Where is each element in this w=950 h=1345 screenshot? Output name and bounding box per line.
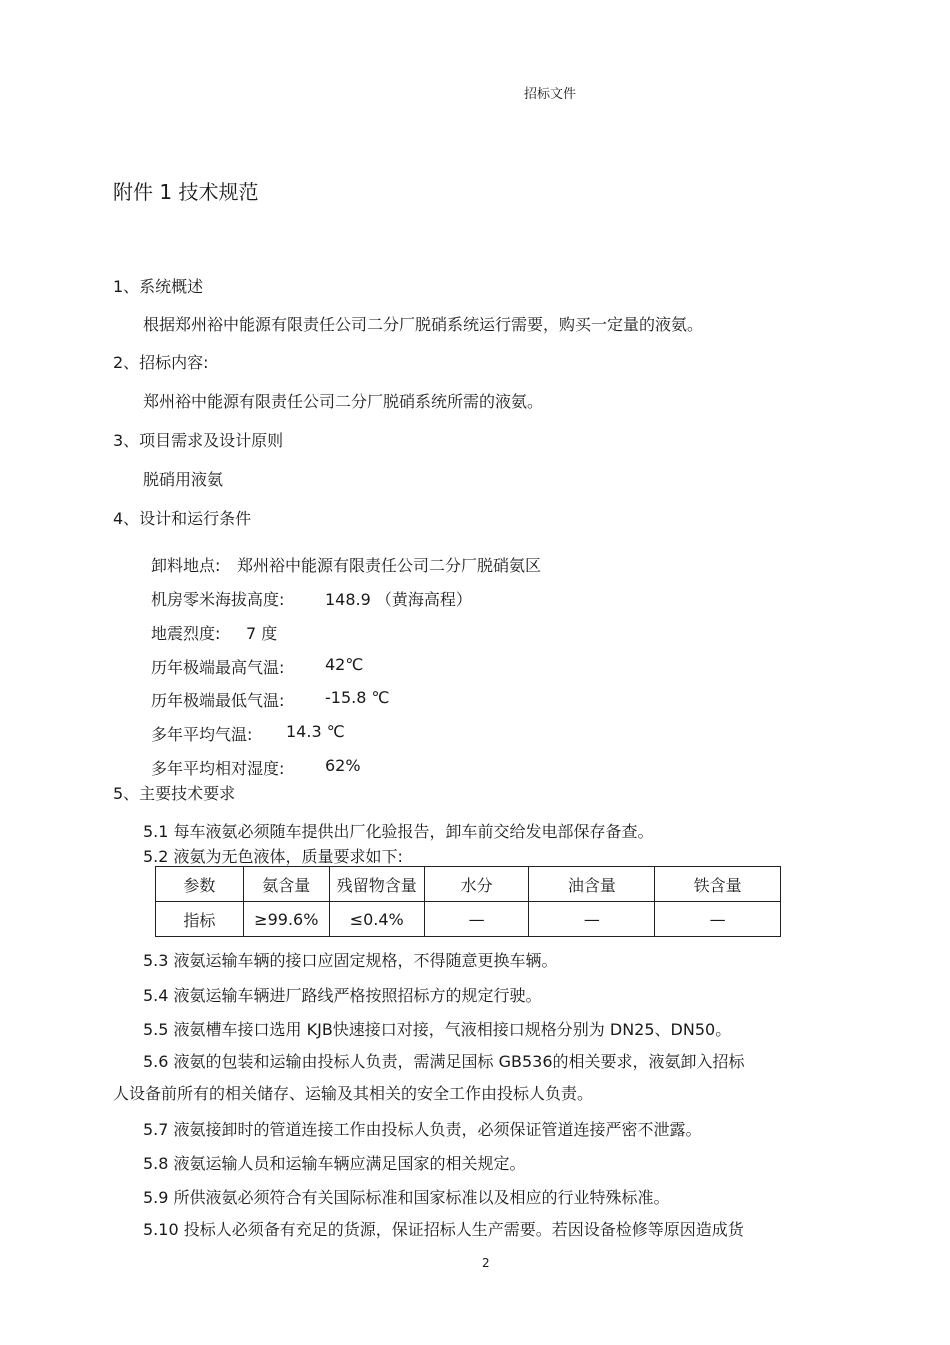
section-4-heading: 4、设计和运行条件 <box>113 509 252 528</box>
document-title: 附件 1 技术规范 <box>113 180 259 204</box>
condition-max-temp-label: 历年极端最高气温: <box>151 658 285 677</box>
section-2-heading: 2、招标内容: <box>113 353 209 372</box>
section-1-heading: 1、系统概述 <box>113 277 204 296</box>
section-1-body: 根据郑州裕中能源有限责任公司二分厂脱硝系统运行需要，购买一定量的液氨。 <box>143 315 704 334</box>
paragraph-5-8: 5.8 液氨运输人员和运输车辆应满足国家的相关规定。 <box>143 1154 526 1173</box>
paragraph-5-7: 5.7 液氨接卸时的管道连接工作由投标人负责，必须保证管道连接严密不泄露。 <box>143 1120 702 1139</box>
table-header-cell: 氨含量 <box>243 867 329 902</box>
condition-min-temp-label: 历年极端最低气温: <box>151 691 285 710</box>
table-header-cell: 残留物含量 <box>329 867 424 902</box>
paragraph-5-3: 5.3 液氨运输车辆的接口应固定规格，不得随意更换车辆。 <box>143 951 558 970</box>
condition-humidity-label: 多年平均相对湿度: <box>151 759 285 778</box>
table-cell: ≤0.4% <box>329 902 424 937</box>
table-cell: ≥99.6% <box>243 902 329 937</box>
paragraph-5-4: 5.4 液氨运输车辆进厂路线严格按照招标方的规定行驶。 <box>143 986 542 1005</box>
section-3-body: 脱硝用液氨 <box>143 470 224 489</box>
page-header: 招标文件 <box>524 87 577 102</box>
table-header-cell: 铁含量 <box>655 867 781 902</box>
condition-seismic-value: 7 度 <box>246 624 278 643</box>
condition-humidity-value: 62% <box>325 756 361 775</box>
table-header-cell: 油含量 <box>529 867 655 902</box>
table-cell: — <box>655 902 781 937</box>
table-header-cell: 水分 <box>424 867 529 902</box>
section-5-heading: 5、主要技术要求 <box>113 784 236 803</box>
paragraph-5-1: 5.1 每车液氨必须随车提供出厂化验报告，卸车前交给发电部保存备查。 <box>143 822 654 841</box>
condition-min-temp-value: -15.8 ℃ <box>325 688 390 707</box>
page-number: 2 <box>482 1256 490 1270</box>
table-cell: — <box>529 902 655 937</box>
table-cell: 指标 <box>156 902 244 937</box>
condition-elevation-value: 148.9 （黄海高程） <box>325 590 472 609</box>
condition-unloading-value: 郑州裕中能源有限责任公司二分厂脱硝氨区 <box>237 556 542 575</box>
condition-unloading-label: 卸料地点: <box>151 556 221 575</box>
paragraph-5-6-line1: 5.6 液氨的包装和运输由投标人负责，需满足国标 GB536的相关要求，液氨卸入招标 <box>143 1052 745 1071</box>
table-header-cell: 参数 <box>156 867 244 902</box>
quality-table <box>155 866 781 937</box>
section-2-body: 郑州裕中能源有限责任公司二分厂脱硝系统所需的液氨。 <box>143 392 544 411</box>
section-3-heading: 3、项目需求及设计原则 <box>113 431 284 450</box>
paragraph-5-6-line2: 人设备前所有的相关储存、运输及其相关的安全工作由投标人负责。 <box>113 1084 594 1103</box>
condition-elevation-label: 机房零米海拔高度: <box>151 590 285 609</box>
paragraph-5-9: 5.9 所供液氨必须符合有关国际标准和国家标准以及相应的行业特殊标准。 <box>143 1188 670 1207</box>
condition-avg-temp-label: 多年平均气温: <box>151 725 253 744</box>
paragraph-5-10: 5.10 投标人必须备有充足的货源，保证招标人生产需要。若因设备检修等原因造成货 <box>143 1220 744 1239</box>
table-row <box>156 902 781 937</box>
condition-seismic-label: 地震烈度: <box>151 624 221 643</box>
table-cell: — <box>424 902 529 937</box>
condition-avg-temp-value: 14.3 ℃ <box>286 722 345 741</box>
condition-max-temp-value: 42℃ <box>325 655 364 674</box>
table-header-row <box>156 867 781 902</box>
paragraph-5-5: 5.5 液氨槽车接口选用 KJB快速接口对接，气液相接口规格分别为 DN25、DN50。 <box>143 1020 732 1039</box>
paragraph-5-2: 5.2 液氨为无色液体，质量要求如下: <box>143 847 403 866</box>
